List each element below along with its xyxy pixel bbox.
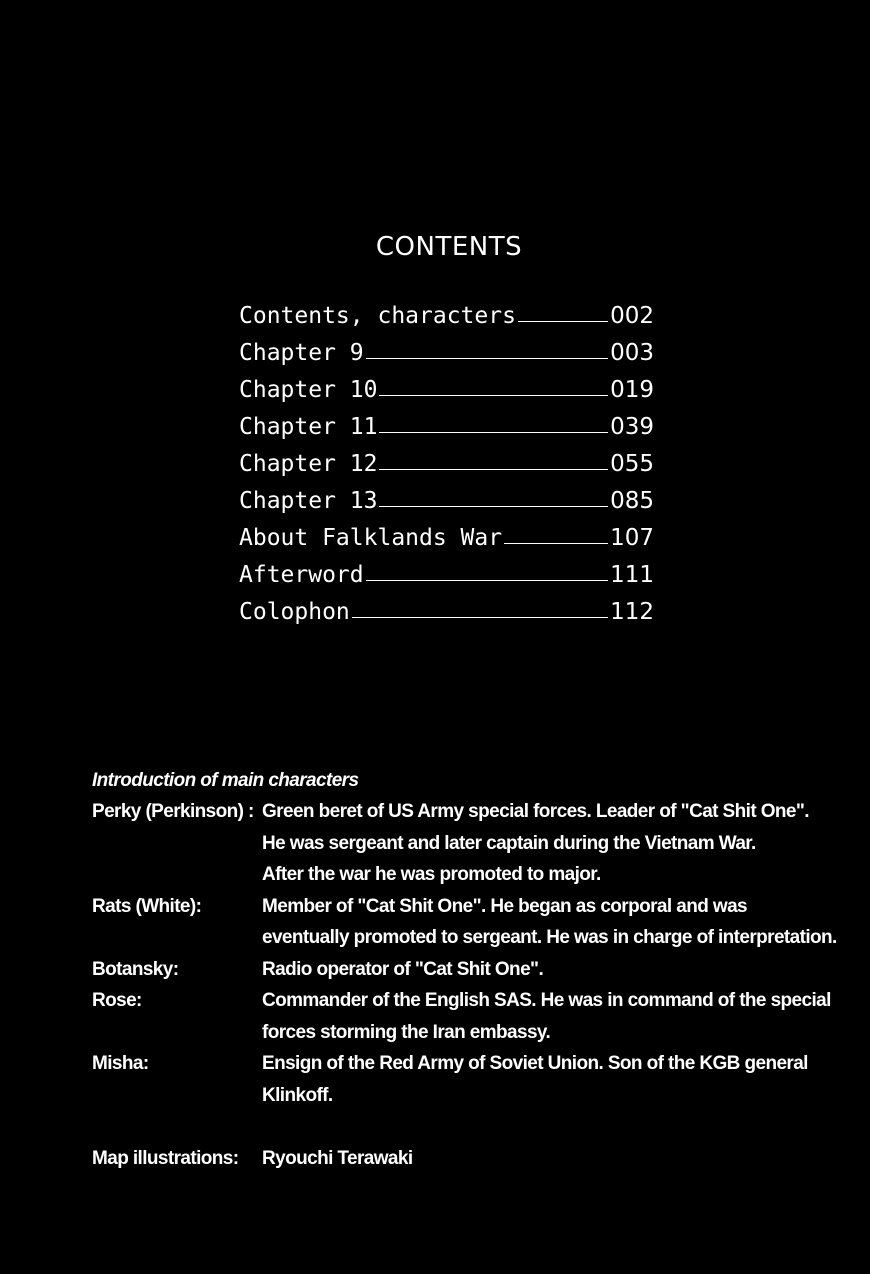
character-name: Perky (Perkinson) :: [92, 801, 254, 822]
toc-entry-label: Chapter 9: [239, 340, 364, 366]
toc-leader-line: [352, 617, 608, 618]
toc-entry-page: 085: [610, 488, 654, 514]
contents-title: CONTENTS: [375, 232, 523, 262]
toc-entry-label: About Falklands War: [239, 525, 503, 551]
toc-entry-label: Chapter 13: [239, 488, 378, 514]
description-line: After the war he was promoted to major.: [262, 864, 601, 885]
toc-leader-line: [366, 358, 608, 359]
description-line: eventually promoted to sergeant. He was in charge of interpretation.: [262, 927, 837, 948]
map-credit-name: Ryouchi Terawaki: [262, 1148, 413, 1169]
toc-entry-page: 002: [610, 303, 654, 329]
toc-entry[interactable]: [239, 366, 654, 403]
toc-entry-page: 107: [610, 525, 654, 551]
description-line: Radio operator of "Cat Shit One".: [262, 958, 544, 980]
toc-entry[interactable]: [239, 329, 654, 366]
toc-leader-line: [379, 395, 608, 396]
character-description: [262, 985, 832, 1048]
toc-entry-page: 055: [610, 451, 654, 477]
toc-entry[interactable]: [239, 403, 654, 440]
toc-leader-line: [379, 506, 608, 507]
toc-leader-line: [518, 321, 608, 322]
toc-entry[interactable]: [239, 588, 654, 625]
description-line: forces storming the Iran embassy.: [262, 1021, 551, 1043]
character-description: [262, 891, 837, 954]
description-line: Klinkoff.: [262, 1084, 333, 1106]
description-line: Commander of the English SAS. He was in command of the special: [262, 990, 831, 1011]
toc-entry[interactable]: [239, 477, 654, 514]
toc-entry-page: 111: [610, 562, 654, 588]
map-credit: [92, 1143, 832, 1175]
toc-entry-page: 112: [610, 599, 654, 625]
toc-leader-line: [366, 580, 608, 581]
character-name: Rose:: [92, 990, 142, 1011]
toc-entry[interactable]: [239, 551, 654, 588]
character-description: [262, 954, 832, 986]
character-entry: [92, 954, 832, 986]
toc-entry-label: Colophon: [239, 599, 350, 625]
map-credit-label: Map illustrations:: [92, 1148, 239, 1169]
toc-entry-label: Contents, characters: [239, 303, 516, 329]
toc-entry-label: Chapter 10: [239, 377, 378, 403]
character-entry: [92, 796, 832, 891]
toc-leader-line: [379, 469, 608, 470]
toc-entry[interactable]: [239, 440, 654, 477]
toc-entry-page: 019: [610, 377, 654, 403]
character-description: [262, 1048, 832, 1111]
toc-entry-page: 039: [610, 414, 654, 440]
toc-entry-page: 003: [610, 340, 654, 366]
description-line: Green beret of US Army special forces. Leader of "Cat Shit One".: [262, 801, 809, 822]
description-line: Member of "Cat Shit One". He began as corporal and was: [262, 895, 748, 917]
characters-section: [92, 765, 837, 1175]
characters-heading: Introduction of main characters: [92, 770, 359, 791]
character-entry: [92, 891, 837, 954]
description-line: He was sergeant and later captain during the Vietnam War.: [262, 832, 756, 854]
toc-leader-line: [504, 543, 608, 544]
character-entry: [92, 1048, 832, 1111]
character-description: [262, 796, 832, 891]
toc-entry-label: Chapter 11: [239, 414, 378, 440]
character-name: Rats (White):: [92, 895, 202, 917]
character-name: Misha:: [92, 1053, 149, 1074]
toc-entry[interactable]: [239, 292, 654, 329]
toc-entry-label: Chapter 12: [239, 451, 378, 477]
character-entry: [92, 985, 832, 1048]
table-of-contents: [239, 292, 654, 625]
character-name: Botansky:: [92, 958, 179, 980]
description-line: Ensign of the Red Army of Soviet Union. Son of the KGB general: [262, 1053, 808, 1074]
toc-leader-line: [379, 432, 608, 433]
toc-entry[interactable]: [239, 514, 654, 551]
toc-entry-label: Afterword: [239, 562, 364, 588]
